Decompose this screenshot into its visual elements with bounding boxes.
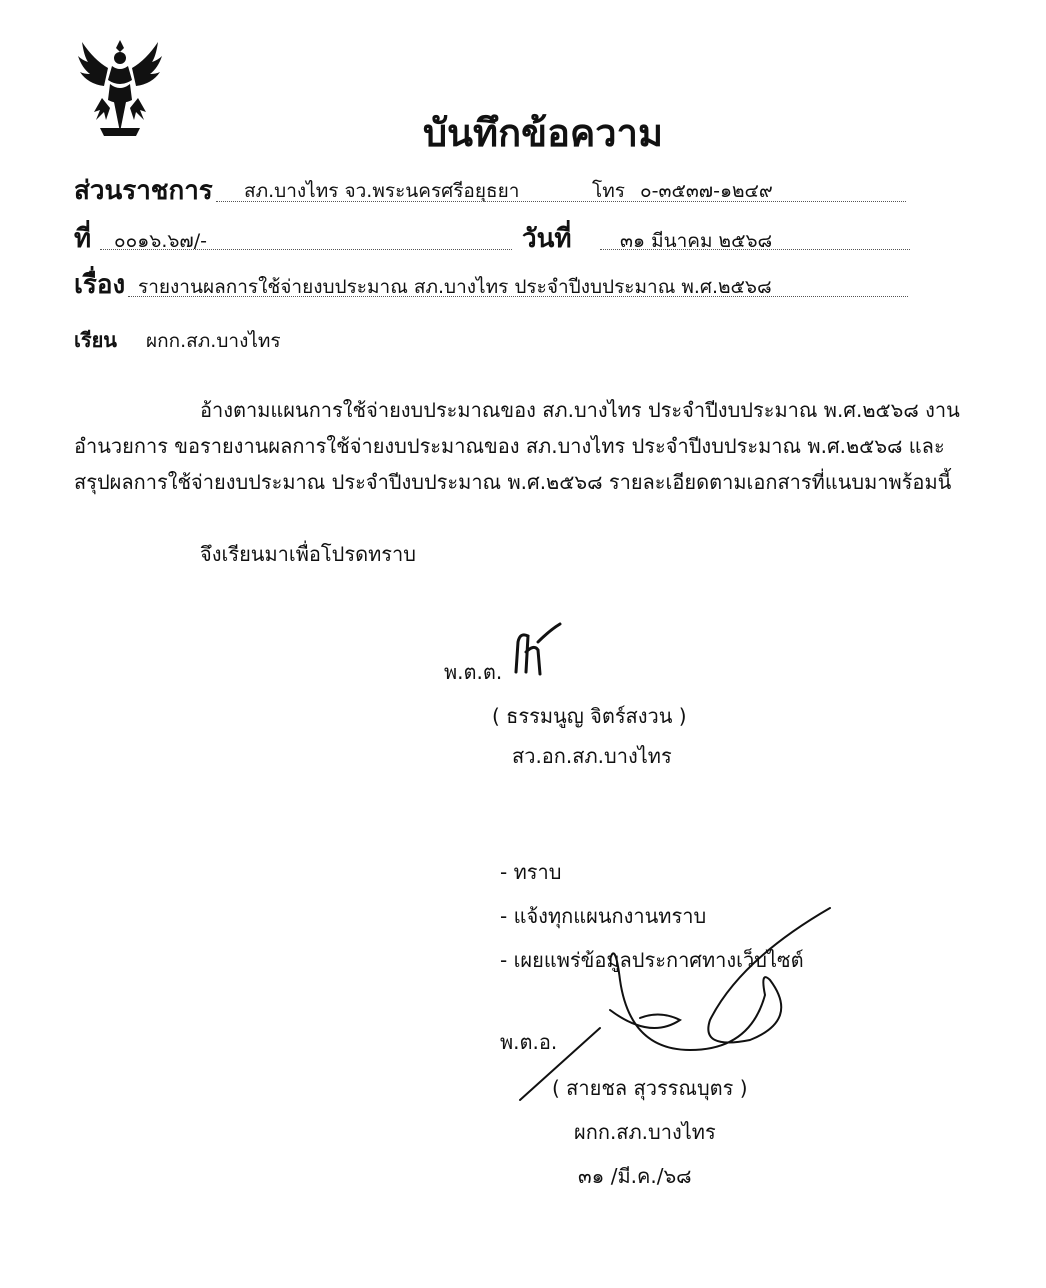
endorse-item-3: - เผยแพร่ข้อมูลประกาศทางเว็บไซต์ xyxy=(500,948,804,972)
signer2-rank: พ.ต.อ. xyxy=(500,1030,558,1054)
subject-value: รายงานผลการใช้จ่ายงบประมาณ สภ.บางไทร ประจำปีงบประมาณ พ.ศ.๒๕๖๘ xyxy=(138,276,772,298)
ref-label: ที่ xyxy=(74,224,92,254)
subject-dotted-line xyxy=(128,296,908,297)
to-value: ผกก.สภ.บางไทร xyxy=(146,330,281,352)
endorse-item-1: - ทราบ xyxy=(500,860,562,884)
signer1-position: สว.อก.สภ.บางไทร xyxy=(512,744,672,768)
subject-label: เรื่อง xyxy=(74,270,126,300)
ref-dotted-line xyxy=(100,249,512,250)
agency-label: ส่วนราชการ xyxy=(74,176,213,206)
date-value: ๓๑ มีนาคม ๒๕๖๘ xyxy=(620,230,773,252)
body-line-3: สรุปผลการใช้จ่ายงบประมาณ ประจำปีงบประมาณ พ.ศ.๒๕๖๘ รายละเอียดตามเอกสารที่แนบมาพร้อมนี้ xyxy=(74,470,952,494)
date-label: วันที่ xyxy=(522,224,572,254)
body-line-1: อ้างตามแผนการใช้จ่ายงบประมาณของ สภ.บางไทร ประจำปีงบประมาณ พ.ศ.๒๕๖๘ งาน xyxy=(200,398,960,422)
agency-dotted-line xyxy=(216,201,906,202)
endorse-item-2: - แจ้งทุกแผนกงานทราบ xyxy=(500,904,707,928)
signer1-signature-icon xyxy=(508,622,564,682)
body-line-2: อำนวยการ ขอรายงานผลการใช้จ่ายงบประมาณของ สภ.บางไทร ประจำปีงบประมาณ พ.ศ.๒๕๖๘ และ xyxy=(74,434,945,458)
signer2-name: ( สายชล สุวรรณบุตร ) xyxy=(552,1076,748,1100)
signer2-position: ผกก.สภ.บางไทร xyxy=(574,1120,716,1144)
phone-value: ๐-๓๕๓๗-๑๒๔๙ xyxy=(640,180,773,202)
signer2-date: ๓๑ /มี.ค./๖๘ xyxy=(578,1164,692,1188)
to-label: เรียน xyxy=(74,328,117,352)
closing-text: จึงเรียนมาเพื่อโปรดทราบ xyxy=(200,542,416,566)
signer1-name: ( ธรรมนูญ จิตร์สงวน ) xyxy=(492,704,687,728)
agency-value: สภ.บางไทร จว.พระนครศรีอยุธยา xyxy=(244,180,520,202)
memo-title: บันทึกข้อความ xyxy=(422,111,664,155)
ref-value: ๐๐๑๖.๖๗/- xyxy=(114,230,207,252)
date-dotted-line xyxy=(600,249,910,250)
signer1-rank: พ.ต.ต. xyxy=(444,660,503,684)
phone-label: โทร xyxy=(592,180,625,202)
